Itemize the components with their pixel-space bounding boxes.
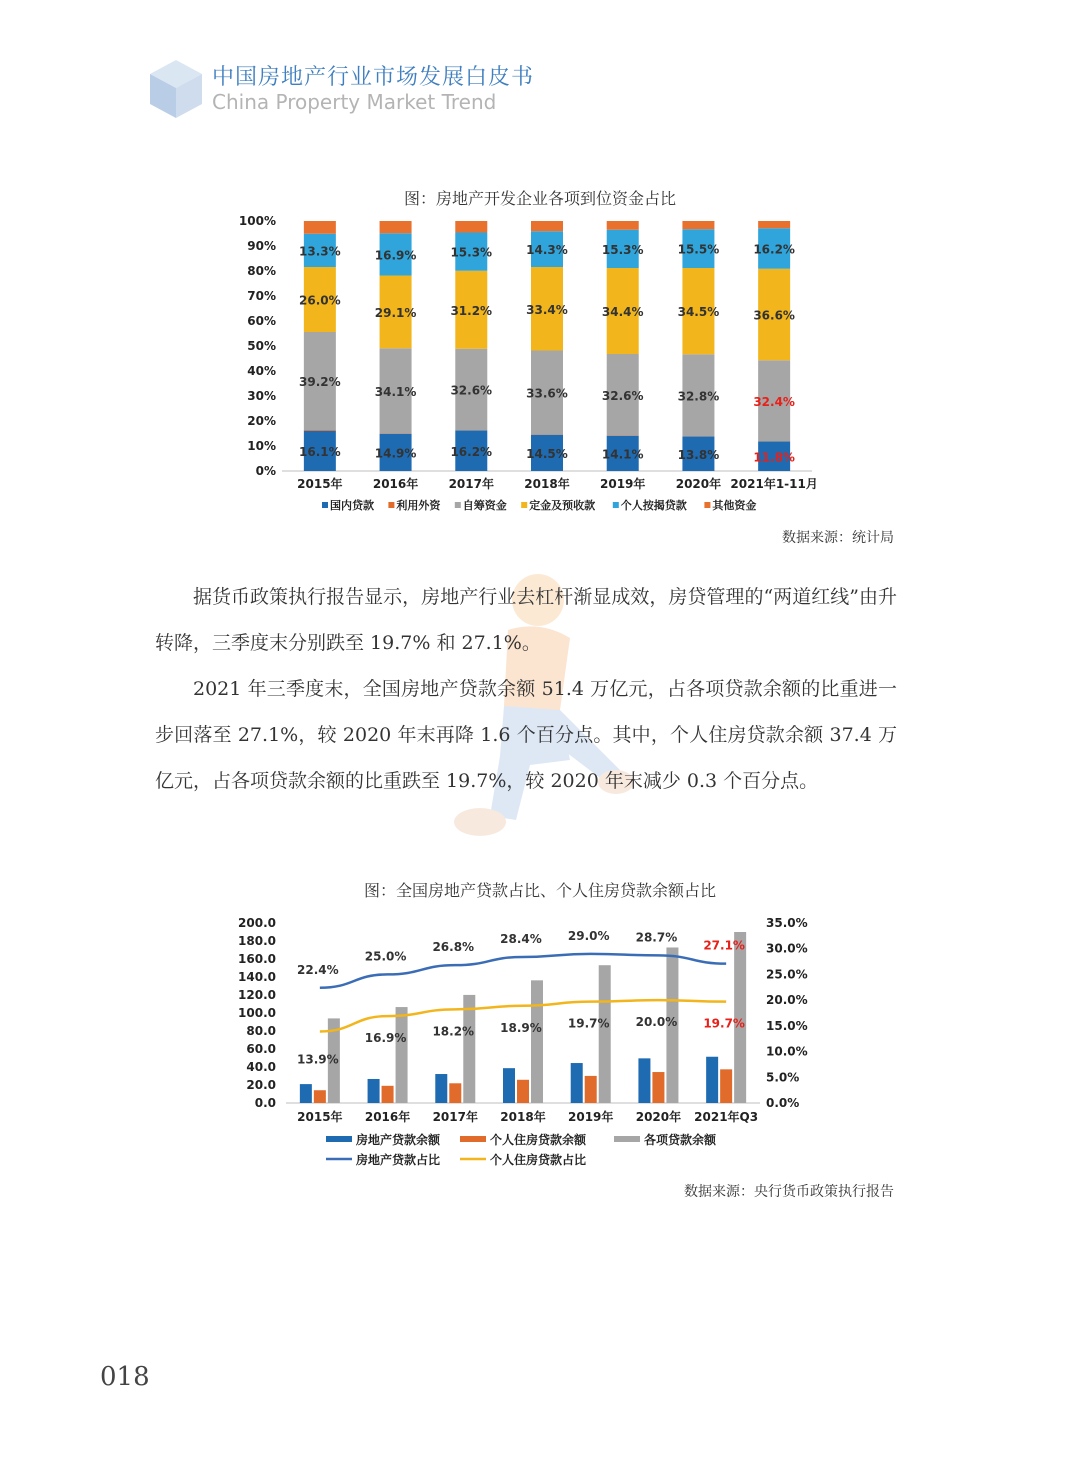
x-tick-label: 2016年: [364, 1110, 411, 1124]
x-tick-label: 2020年: [675, 477, 722, 491]
data-label: 22.4%: [297, 962, 339, 977]
data-label: 15.3%: [601, 242, 644, 257]
figure2-source: 数据来源：央行货币政策执行报告: [684, 1184, 894, 1200]
data-label: 32.6%: [601, 388, 644, 403]
data-label: 16.9%: [374, 248, 417, 263]
data-label: 33.6%: [526, 386, 568, 401]
legend-label: 房地产贷款占比: [356, 1153, 441, 1167]
y-left-tick-label: 60.0: [246, 1042, 276, 1056]
y-left-tick-label: 160.0: [238, 952, 276, 966]
data-label: 20.0%: [635, 1015, 678, 1030]
bar-segment: [304, 430, 336, 431]
data-label: 34.4%: [601, 305, 644, 319]
paragraph-2: 2021 年三季度末，全国房地产贷款余额 51.4 万亿元，占各项贷款余额的比重进一步回落至 27.1%，较 2020 年末再降 1.6 个百分点。其中，个人住房贷款余额 37.4 万亿元，占各项贷款余额的比重跌至 19.7%，较 2020 年末减少 0.3 个百分点。: [155, 678, 897, 792]
legend-swatch: [322, 502, 328, 508]
y-left-tick-label: 200.0: [238, 916, 276, 930]
data-label: 28.4%: [500, 931, 542, 946]
data-label: 15.5%: [677, 242, 720, 257]
bar-segment: [758, 221, 790, 228]
cube-logo-icon: [148, 58, 204, 120]
data-label: 15.3%: [450, 245, 493, 260]
paragraph-1: 据货币政策执行报告显示，房地产行业去杠杆渐显成效，房贷管理的“两道红线”由升转降，三季度末分别跌至 19.7% 和 27.1%。: [155, 586, 897, 654]
y-tick-label: 70%: [247, 289, 276, 303]
bar: [368, 1079, 380, 1103]
x-tick-label: 2017年: [448, 477, 494, 491]
data-label: 32.8%: [677, 389, 720, 404]
legend-swatch: [455, 502, 461, 508]
data-label: 25.0%: [364, 949, 407, 964]
header-subtitle: China Property Market Trend: [212, 90, 497, 114]
legend-label: 国内贷款: [330, 499, 374, 512]
data-label: 27.1%: [703, 938, 745, 953]
legend-label: 各项贷款余额: [644, 1133, 717, 1147]
data-label: 16.1%: [299, 444, 341, 459]
bar: [706, 1057, 718, 1103]
data-label: 14.9%: [374, 446, 417, 461]
bar: [449, 1083, 461, 1103]
data-label: 16.2%: [753, 242, 795, 257]
data-label: 29.0%: [567, 928, 610, 943]
bar: [531, 980, 543, 1103]
y-left-tick-label: 120.0: [238, 988, 276, 1002]
y-tick-label: 40%: [247, 364, 276, 378]
x-tick-label: 2018年: [524, 477, 570, 491]
data-label: 33.4%: [526, 302, 568, 317]
bar-segment: [380, 221, 412, 233]
figure1-title: 图：房地产开发企业各项到位资金占比: [403, 189, 676, 208]
data-label: 31.2%: [450, 303, 493, 318]
bar: [435, 1074, 447, 1103]
data-label: 14.5%: [526, 446, 568, 461]
bar: [517, 1080, 529, 1103]
legend-swatch: [614, 1136, 640, 1142]
stacked-bar-chart: [0, 205, 1080, 545]
y-right-tick-label: 20.0%: [766, 993, 808, 1008]
y-left-tick-label: 140.0: [238, 970, 276, 984]
x-tick-label: 2018年: [500, 1110, 546, 1124]
y-right-tick-label: 15.0%: [766, 1018, 808, 1033]
legend-swatch: [326, 1136, 352, 1142]
legend-label: 房地产贷款余额: [356, 1133, 441, 1147]
legend-swatch: [613, 502, 619, 508]
data-label: 18.2%: [432, 1024, 475, 1039]
x-tick-label: 2019年: [568, 1110, 614, 1124]
legend-label: 个人住房贷款占比: [490, 1153, 587, 1167]
y-tick-label: 10%: [247, 439, 276, 453]
y-tick-label: 100%: [238, 214, 276, 228]
legend-label: 利用外资: [396, 499, 441, 512]
bar: [720, 1069, 732, 1103]
page-header: [148, 58, 668, 122]
data-label: 13.3%: [299, 244, 341, 259]
bar-segment: [682, 221, 714, 229]
data-label: 26.8%: [432, 940, 475, 955]
y-right-tick-label: 25.0%: [766, 967, 808, 982]
x-tick-label: 2017年: [432, 1110, 478, 1124]
data-label: 32.6%: [450, 383, 493, 398]
bar-segment: [607, 221, 639, 230]
y-tick-label: 90%: [247, 239, 276, 253]
bar: [652, 1072, 664, 1103]
bar: [396, 1007, 408, 1103]
data-label: 19.7%: [703, 1016, 745, 1031]
legend-label: 自筹资金: [462, 499, 507, 512]
data-label: 16.2%: [450, 444, 493, 459]
x-tick-label: 2019年: [600, 477, 646, 491]
data-label: 29.1%: [374, 305, 417, 320]
bar-segment: [304, 221, 336, 234]
x-tick-label: 2021年Q3: [694, 1110, 759, 1124]
data-label: 34.5%: [677, 305, 720, 320]
bar: [463, 995, 475, 1103]
data-label: 14.3%: [526, 243, 568, 258]
y-tick-label: 30%: [247, 389, 276, 403]
data-label: 28.7%: [635, 930, 678, 945]
bar-segment: [455, 221, 487, 233]
data-label: 13.8%: [677, 447, 720, 462]
bar: [571, 1063, 583, 1103]
page-number: 018: [100, 1362, 150, 1392]
x-tick-label: 2021年1-11月: [730, 477, 818, 491]
x-tick-label: 2015年: [297, 477, 343, 491]
data-label: 36.6%: [753, 308, 795, 323]
bar: [503, 1068, 515, 1103]
legend-swatch: [460, 1136, 486, 1142]
x-tick-label: 2016年: [372, 477, 419, 491]
data-label: 18.9%: [500, 1020, 542, 1035]
legend-label: 定金及预收款: [529, 499, 596, 512]
data-label: 26.0%: [299, 293, 341, 308]
y-tick-label: 0%: [255, 464, 276, 478]
y-tick-label: 80%: [247, 264, 276, 278]
data-label: 14.1%: [601, 447, 644, 462]
legend-label: 个人按揭贷款: [620, 499, 687, 512]
data-label: 34.1%: [374, 384, 417, 399]
y-right-tick-label: 0.0%: [766, 1096, 800, 1110]
bar: [599, 965, 611, 1103]
y-tick-label: 60%: [247, 314, 276, 328]
data-label: 13.9%: [297, 1052, 339, 1067]
figure2-title: 图：全国房地产贷款占比、个人住房贷款余额占比: [363, 881, 716, 900]
data-label: 32.4%: [753, 394, 795, 409]
data-label: 16.9%: [364, 1031, 407, 1046]
y-left-tick-label: 20.0: [246, 1078, 276, 1092]
y-tick-label: 20%: [247, 414, 276, 428]
data-label: 19.7%: [567, 1016, 610, 1031]
legend-label: 个人住房贷款余额: [490, 1133, 587, 1147]
bar-segment: [531, 221, 563, 231]
x-tick-label: 2020年: [635, 1110, 682, 1124]
data-label: 39.2%: [299, 375, 341, 389]
y-tick-label: 50%: [247, 339, 276, 353]
y-left-tick-label: 80.0: [246, 1024, 276, 1038]
bar: [638, 1058, 650, 1103]
y-left-tick-label: 100.0: [238, 1006, 276, 1020]
y-right-tick-label: 10.0%: [766, 1044, 808, 1059]
header-title: 中国房地产行业市场发展白皮书: [212, 65, 535, 90]
y-left-tick-label: 40.0: [246, 1060, 276, 1074]
x-tick-label: 2015年: [297, 1110, 343, 1124]
bar: [314, 1090, 326, 1103]
bar: [585, 1076, 597, 1103]
legend-swatch: [388, 502, 394, 508]
bar: [300, 1084, 312, 1103]
legend-swatch: [704, 502, 710, 508]
bar: [382, 1086, 394, 1103]
y-left-tick-label: 0.0: [254, 1096, 276, 1110]
y-right-tick-label: 5.0%: [766, 1070, 800, 1085]
figure1-source: 数据来源：统计局: [782, 530, 894, 546]
legend-swatch: [521, 502, 527, 508]
data-label: 11.8%: [753, 450, 795, 465]
y-right-tick-label: 30.0%: [766, 941, 808, 956]
y-right-tick-label: 35.0%: [766, 916, 808, 930]
bar-line-combo-chart: [0, 905, 1080, 1175]
y-left-tick-label: 180.0: [238, 934, 276, 948]
legend-label: 其他资金: [712, 499, 757, 512]
